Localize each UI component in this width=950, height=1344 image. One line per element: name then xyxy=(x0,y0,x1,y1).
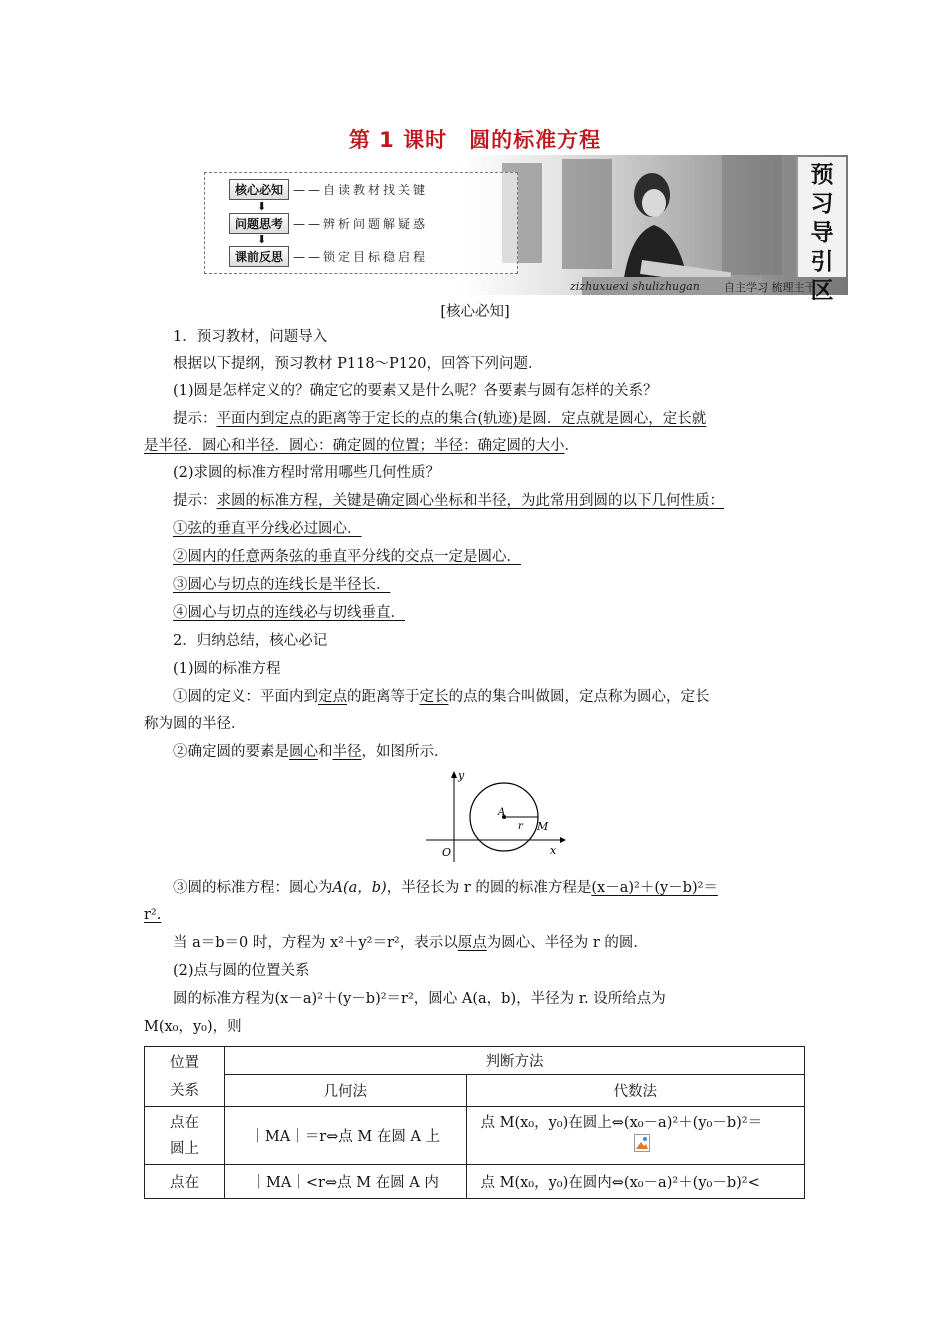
broken-image-icon xyxy=(481,1134,805,1156)
text-line xyxy=(173,932,648,954)
hint-answer: 求圆的标准方程，关键是确定圆心坐标和半径，为此常用到圆的以下几何性质： xyxy=(216,493,724,509)
property-item xyxy=(173,574,391,596)
header-position xyxy=(145,1047,225,1107)
text-span: 和 xyxy=(318,744,333,760)
text-line: 1．预习教材，问题导入 xyxy=(173,329,328,345)
property-item xyxy=(173,518,362,540)
equation-line xyxy=(144,904,161,926)
section-heading: [核心必知] xyxy=(440,304,510,320)
cell-position: 点在 xyxy=(145,1165,225,1199)
blank-answer: 定长 xyxy=(419,689,449,705)
text-span: ②确定圆的要素是 xyxy=(173,744,289,760)
cell-algebraic: 点 M(x₀，y₀)在圆内⇔(x₀－a)²＋(y₀－b)²< xyxy=(466,1165,805,1199)
flow-step-3 xyxy=(229,246,428,266)
flow-step-label: 课前反思 xyxy=(229,246,289,267)
flow-step-desc: ——锁定目标稳启程 xyxy=(293,250,429,264)
table-row xyxy=(145,1165,805,1199)
preview-flowchart xyxy=(204,172,518,274)
x-axis-label: x xyxy=(550,844,557,857)
cell-text: 点在圆上 xyxy=(169,1114,199,1157)
cell-position xyxy=(145,1107,225,1165)
arrow-down-icon: ⬇ xyxy=(257,200,267,213)
definition-line xyxy=(173,686,710,708)
header-text: 位置关系 xyxy=(169,1054,199,1099)
arrow-down-icon: ⬇ xyxy=(257,233,267,246)
text-span: 的距离等于 xyxy=(347,689,420,705)
text-line: 称为圆的半径． xyxy=(144,716,246,732)
text-line: (2)求圆的标准方程时常用哪些几何性质？ xyxy=(173,465,441,481)
cell-geometric: ｜MA｜＝r⇔点 M 在圆 A 上 xyxy=(224,1107,466,1165)
equation-line xyxy=(173,877,718,899)
blank-answer: 定点 xyxy=(318,689,347,705)
text-line: 2．归纳总结，核心必记 xyxy=(173,633,328,649)
banner-tagline-pinyin: zizhuxuexi shulizhugan xyxy=(570,280,700,293)
text-line: 圆的标准方程为(x－a)²＋(y－b)²＝r²，圆心 A(a，b)，半径为 r. 设所给点为 xyxy=(173,991,666,1007)
cell-geometric: ｜MA｜<r⇔点 M 在圆 A 内 xyxy=(224,1165,466,1199)
flow-step-label: 问题思考 xyxy=(229,213,289,234)
text-line: (2)点与圆的位置关系 xyxy=(173,963,310,979)
banner-tagline: 自主学习 梳理主干 xyxy=(724,281,816,294)
text-span: ，如图所示． xyxy=(361,744,449,760)
property-text: ④圆心与切点的连线必与切线垂直． xyxy=(173,605,405,621)
flow-step-desc: ——自读教材找关键 xyxy=(293,183,429,197)
cell-text: 点 M(x₀，y₀)在圆上⇔(x₀－a)²＋(y₀－b)²＝ xyxy=(480,1115,763,1131)
position-relation-table xyxy=(144,1046,805,1199)
blank-answer: r². xyxy=(144,907,162,923)
text-line: 根据以下提纲，预习教材 P118～P120，回答下列问题． xyxy=(173,356,543,372)
table-row xyxy=(145,1107,805,1165)
blank-answer: 原点 xyxy=(457,935,487,951)
text-span: ，半径长为 r 的圆的标准方程是 xyxy=(386,880,592,896)
hint-line xyxy=(173,408,706,430)
text-line: M(x₀，y₀)，则 xyxy=(144,1019,242,1035)
hint-answer: 是半径．圆心和半径．圆心：确定圆的位置；半径：确定圆的大小 xyxy=(144,438,565,454)
text-span: 的点的集合叫做圆，定点称为圆心，定长 xyxy=(448,689,710,705)
blank-answer: (x－a)²＋(y－b)²＝ xyxy=(591,880,718,896)
hint-prefix: 提示： xyxy=(173,411,217,427)
text-span: ①圆的定义：平面内到 xyxy=(173,689,318,705)
text-span: 当 a＝b＝0 时，方程为 x²＋y²＝r²，表示以 xyxy=(173,935,458,951)
center-label: A xyxy=(498,807,506,818)
text-span: 为圆心、半径为 r 的圆． xyxy=(486,935,648,951)
header-method: 判断方法 xyxy=(224,1047,804,1075)
header-geometric: 几何法 xyxy=(224,1075,466,1107)
hint-answer: 平面内到定点的距离等于定长的点的集合(轨迹)是圆．定点就是圆心，定长就 xyxy=(216,411,707,427)
radius-label: r xyxy=(518,821,523,832)
math-span: A(a，b) xyxy=(332,880,387,896)
header-algebraic: 代数法 xyxy=(466,1075,805,1107)
property-item xyxy=(173,546,521,568)
text-span: ③圆的标准方程：圆心为 xyxy=(173,880,333,896)
flow-step-1 xyxy=(229,179,428,199)
property-text: ③圆心与切点的连线长是半径长． xyxy=(173,577,391,593)
flow-step-desc: ——辨析问题解疑惑 xyxy=(293,217,429,231)
y-axis-label: y xyxy=(458,770,465,782)
preview-badge xyxy=(796,157,846,304)
property-item xyxy=(173,602,405,624)
badge-text: 预习导引区 xyxy=(810,162,834,304)
hint-line xyxy=(144,435,579,457)
blank-answer: 半径 xyxy=(332,744,362,760)
property-text: ②圆内的任意两条弦的垂直平分线的交点一定是圆心． xyxy=(173,549,521,565)
page-title: 第 1 课时 圆的标准方程 xyxy=(348,128,602,152)
point-label: M xyxy=(537,820,549,833)
text-line: (1)圆的标准方程 xyxy=(173,661,281,677)
hint-line xyxy=(173,490,724,512)
reading-student-image xyxy=(582,165,762,295)
property-text: ①弦的垂直平分线必过圆心． xyxy=(173,521,362,537)
cell-algebraic xyxy=(466,1107,805,1165)
circle-figure xyxy=(420,770,570,866)
flow-step-label: 核心必知 xyxy=(229,179,289,200)
definition-line xyxy=(173,741,449,763)
text-line: (1)圆是怎样定义的？确定它的要素又是什么呢？各要素与圆有怎样的关系？ xyxy=(173,383,658,399)
flow-step-2 xyxy=(229,213,428,233)
hint-prefix: 提示： xyxy=(173,493,217,509)
punct: ． xyxy=(564,438,579,454)
origin-label: O xyxy=(442,846,452,859)
blank-answer: 圆心 xyxy=(289,744,318,760)
